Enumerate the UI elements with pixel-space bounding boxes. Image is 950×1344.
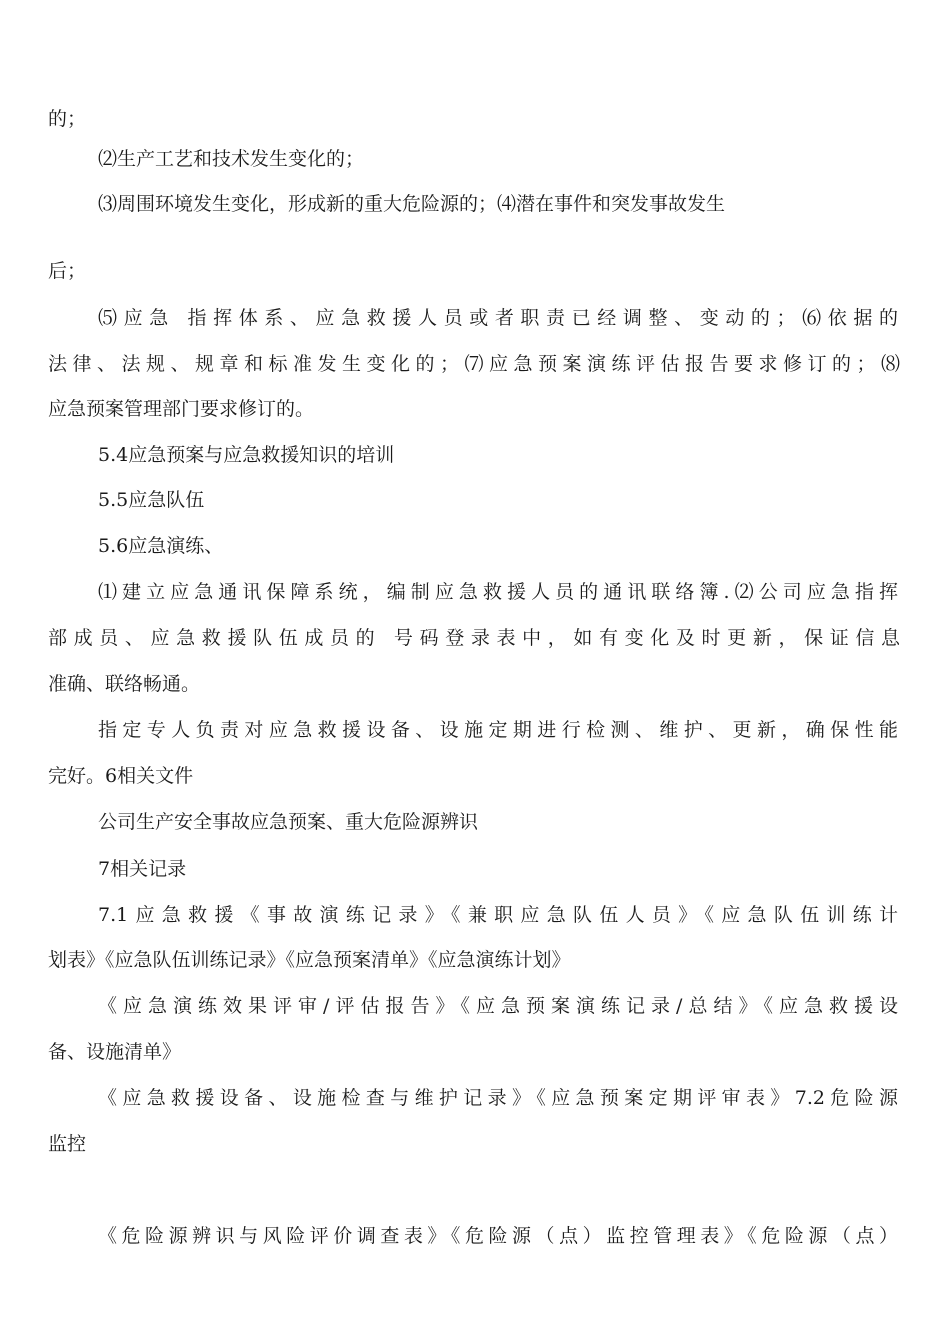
text-line: ⑸应急 指挥体系、应急救援人员或者职责已经调整、变动的；⑹依据的 [98,307,898,329]
text-line: 《应急救援设备、设施检查与维护记录》《应急预案定期评审表》7.2危险源 [98,1087,898,1109]
section-heading: 5.6应急演练、 [98,535,224,557]
section-heading: 5.5应急队伍 [98,489,205,511]
text-line: 完好。6相关文件 [48,765,194,787]
text-line: 应急预案管理部门要求修订的。 [48,398,315,420]
section-heading: 7相关记录 [98,858,187,880]
text-line: 《应急演练效果评审/评估报告》《应急预案演练记录/总结》《应急救援设 [98,995,898,1017]
text-line: 公司生产安全事故应急预案、重大危险源辨识 [98,811,479,833]
text-line: 指定专人负责对应急救援设备、设施定期进行检测、维护、更新，确保性能 [98,719,898,741]
text-line: 划表》《应急队伍训练记录》《应急预案清单》《应急演练计划》 [48,949,571,971]
text-line: 7.1应急救援《事故演练记录》《兼职应急队伍人员》《应急队伍训练计 [98,904,898,926]
text-line: 监控 [48,1133,87,1155]
text-line: 备、设施清单》 [48,1041,182,1063]
text-line: 的； [48,108,87,130]
text-line: ⑶周围环境发生变化，形成新的重大危险源的；⑷潜在事件和突发事故发生 [98,193,726,215]
text-line: ⑴建立应急通讯保障系统，编制应急救援人员的通讯联络簿.⑵公司应急指挥 [98,581,898,603]
text-line: 《危险源辨识与风险评价调查表》《危险源（点）监控管理表》《危险源（点） [98,1225,898,1247]
text-line: 法律、法规、规章和标准发生变化的；⑺应急预案演练评估报告要求修订的；⑻ [48,353,900,375]
text-line: 准确、联络畅通。 [48,673,201,695]
text-line: 后； [48,260,87,282]
section-heading: 5.4应急预案与应急救援知识的培训 [98,444,395,466]
text-line: ⑵生产工艺和技术发生变化的； [98,148,365,170]
text-line: 部成员、应急救援队伍成员的 号码登录表中，如有变化及时更新，保证信息 [48,627,900,649]
